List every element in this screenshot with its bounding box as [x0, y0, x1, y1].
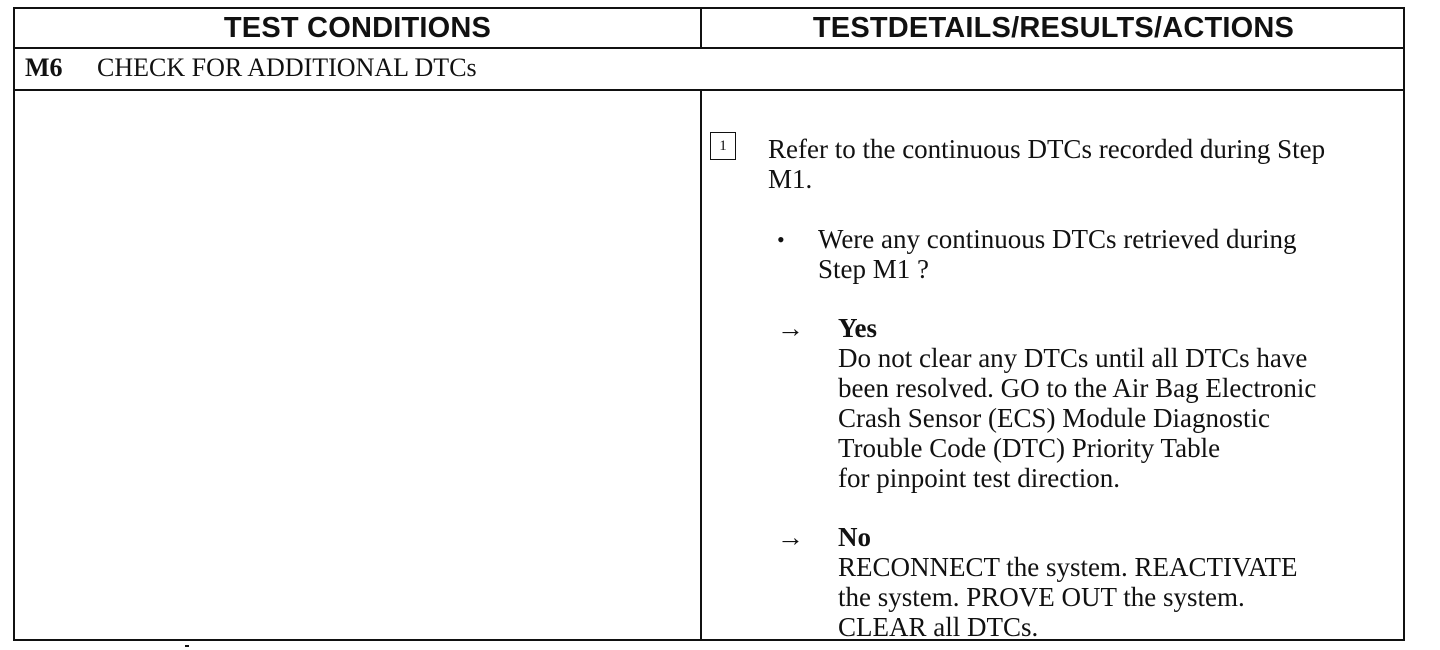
outcome-yes-line: for pinpoint test direction. [838, 463, 1120, 493]
step-instruction-line: M1. [768, 164, 813, 194]
section-divider [15, 89, 1403, 91]
diagnostic-table [13, 7, 1405, 641]
step-instruction-line: Refer to the continuous DTCs recorded during Step [768, 134, 1326, 164]
step-number-box: 1 [710, 132, 736, 160]
arrow-right-icon: → [777, 522, 804, 552]
step-question-line: Were any continuous DTCs retrieved during [818, 224, 1297, 254]
arrow-right-icon: → [777, 313, 804, 343]
outcome-no-line: the system. PROVE OUT the system. [838, 582, 1245, 612]
section-title: CHECK FOR ADDITIONAL DTCs [97, 53, 477, 82]
bullet-icon: • [777, 227, 785, 252]
outcome-no-label: No [838, 522, 871, 552]
scan-mark [185, 645, 189, 647]
outcome-yes-line: been resolved. GO to the Air Bag Electronic [838, 373, 1317, 403]
outcome-yes-line: Crash Sensor (ECS) Module Diagnostic [838, 403, 1270, 433]
step-question-line: Step M1 ? [818, 254, 929, 284]
body-column-divider [700, 89, 702, 639]
header-test-conditions: TEST CONDITIONS [223, 11, 492, 44]
outcome-yes-line: Trouble Code (DTC) Priority Table [838, 433, 1221, 463]
section-id: M6 [25, 53, 63, 82]
outcome-no [838, 522, 1298, 642]
step-question [818, 224, 1296, 284]
outcome-yes-label: Yes [838, 313, 877, 343]
section-heading [25, 53, 477, 83]
outcome-no-line: RECONNECT the system. REACTIVATE [838, 552, 1298, 582]
header-column-divider [700, 9, 702, 47]
outcome-yes [838, 313, 1316, 493]
outcome-no-line: CLEAR all DTCs. [838, 612, 1039, 642]
outcome-yes-line: Do not clear any DTCs until all DTCs have [838, 343, 1308, 373]
header-divider [15, 47, 1403, 49]
step-instruction [768, 134, 1325, 194]
header-test-details: TESTDETAILS/RESULTS/ACTIONS [812, 11, 1295, 44]
